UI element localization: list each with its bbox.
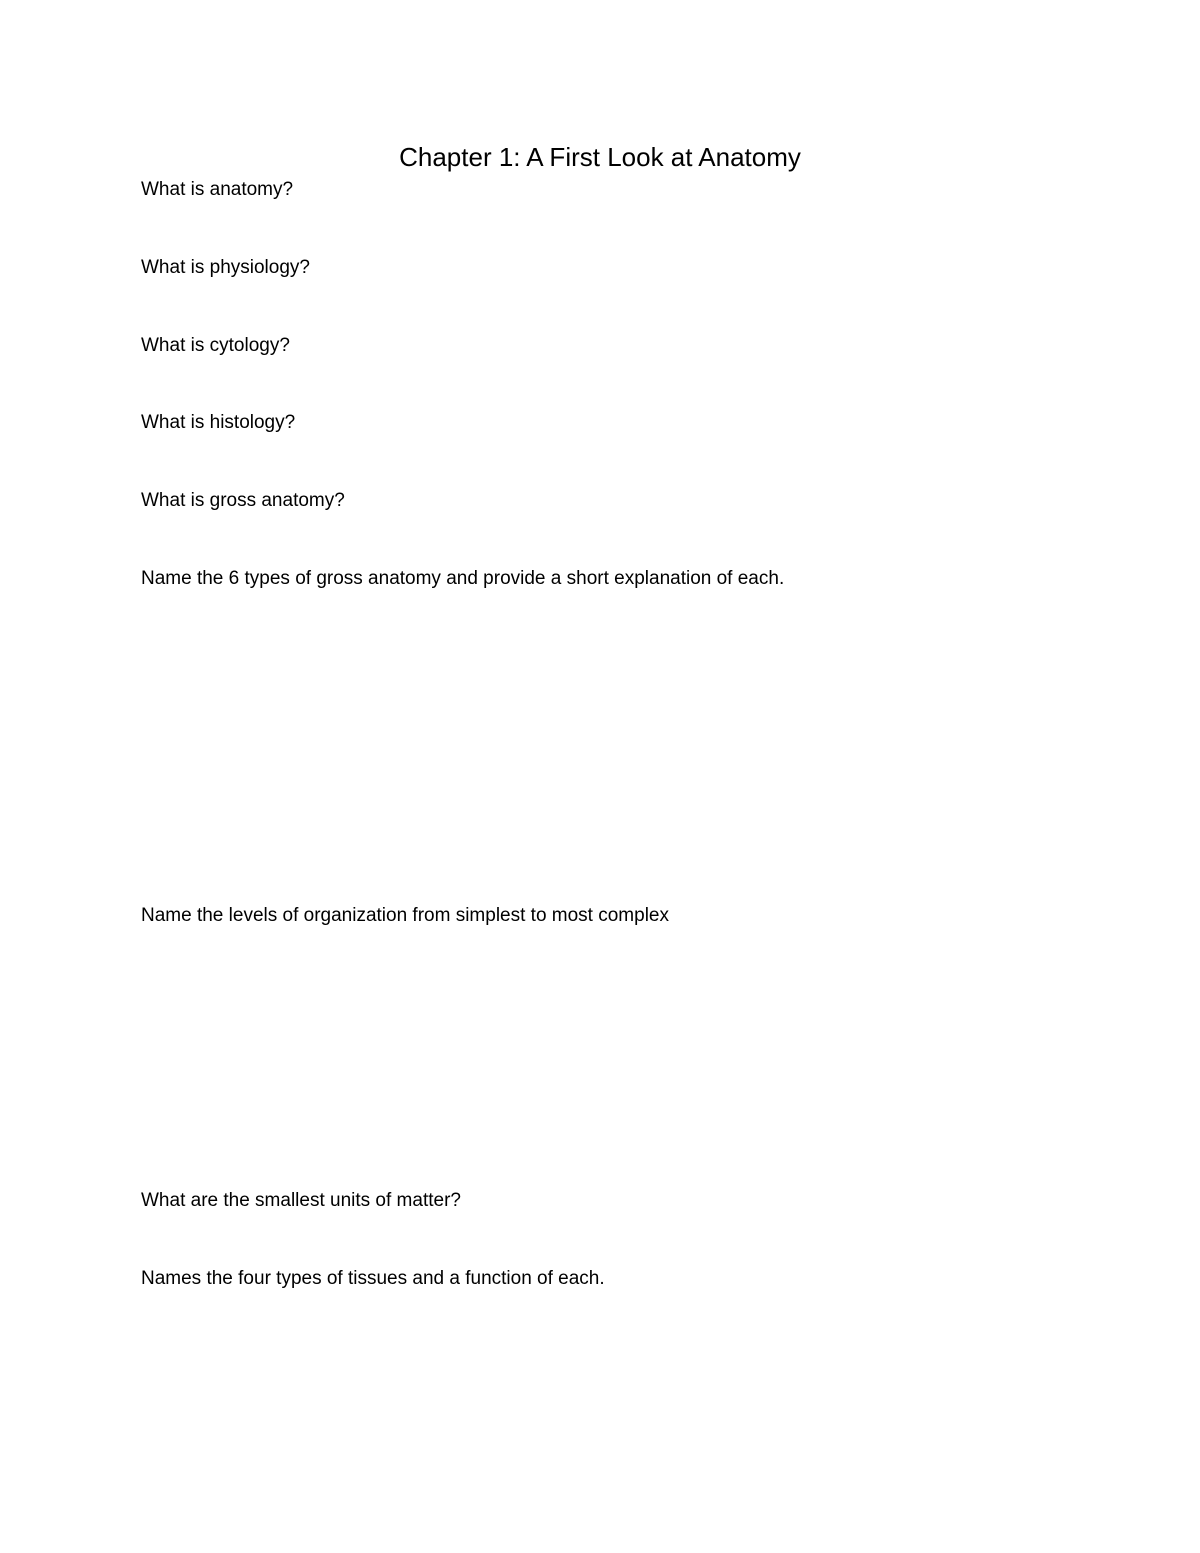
question-histology: What is histology? bbox=[141, 412, 296, 433]
question-tissue-types: Names the four types of tissues and a function of each. bbox=[141, 1268, 605, 1289]
question-cytology: What is cytology? bbox=[141, 335, 290, 356]
question-gross-anatomy-types: Name the 6 types of gross anatomy and provide a short explanation of each. bbox=[141, 568, 785, 589]
question-gross-anatomy: What is gross anatomy? bbox=[141, 490, 345, 511]
question-physiology: What is physiology? bbox=[141, 257, 310, 278]
page-title: Chapter 1: A First Look at Anatomy bbox=[399, 142, 801, 172]
question-anatomy: What is anatomy? bbox=[141, 179, 294, 200]
question-levels-of-organization: Name the levels of organization from simplest to most complex bbox=[141, 905, 669, 926]
question-smallest-units-of-matter: What are the smallest units of matter? bbox=[141, 1190, 461, 1211]
